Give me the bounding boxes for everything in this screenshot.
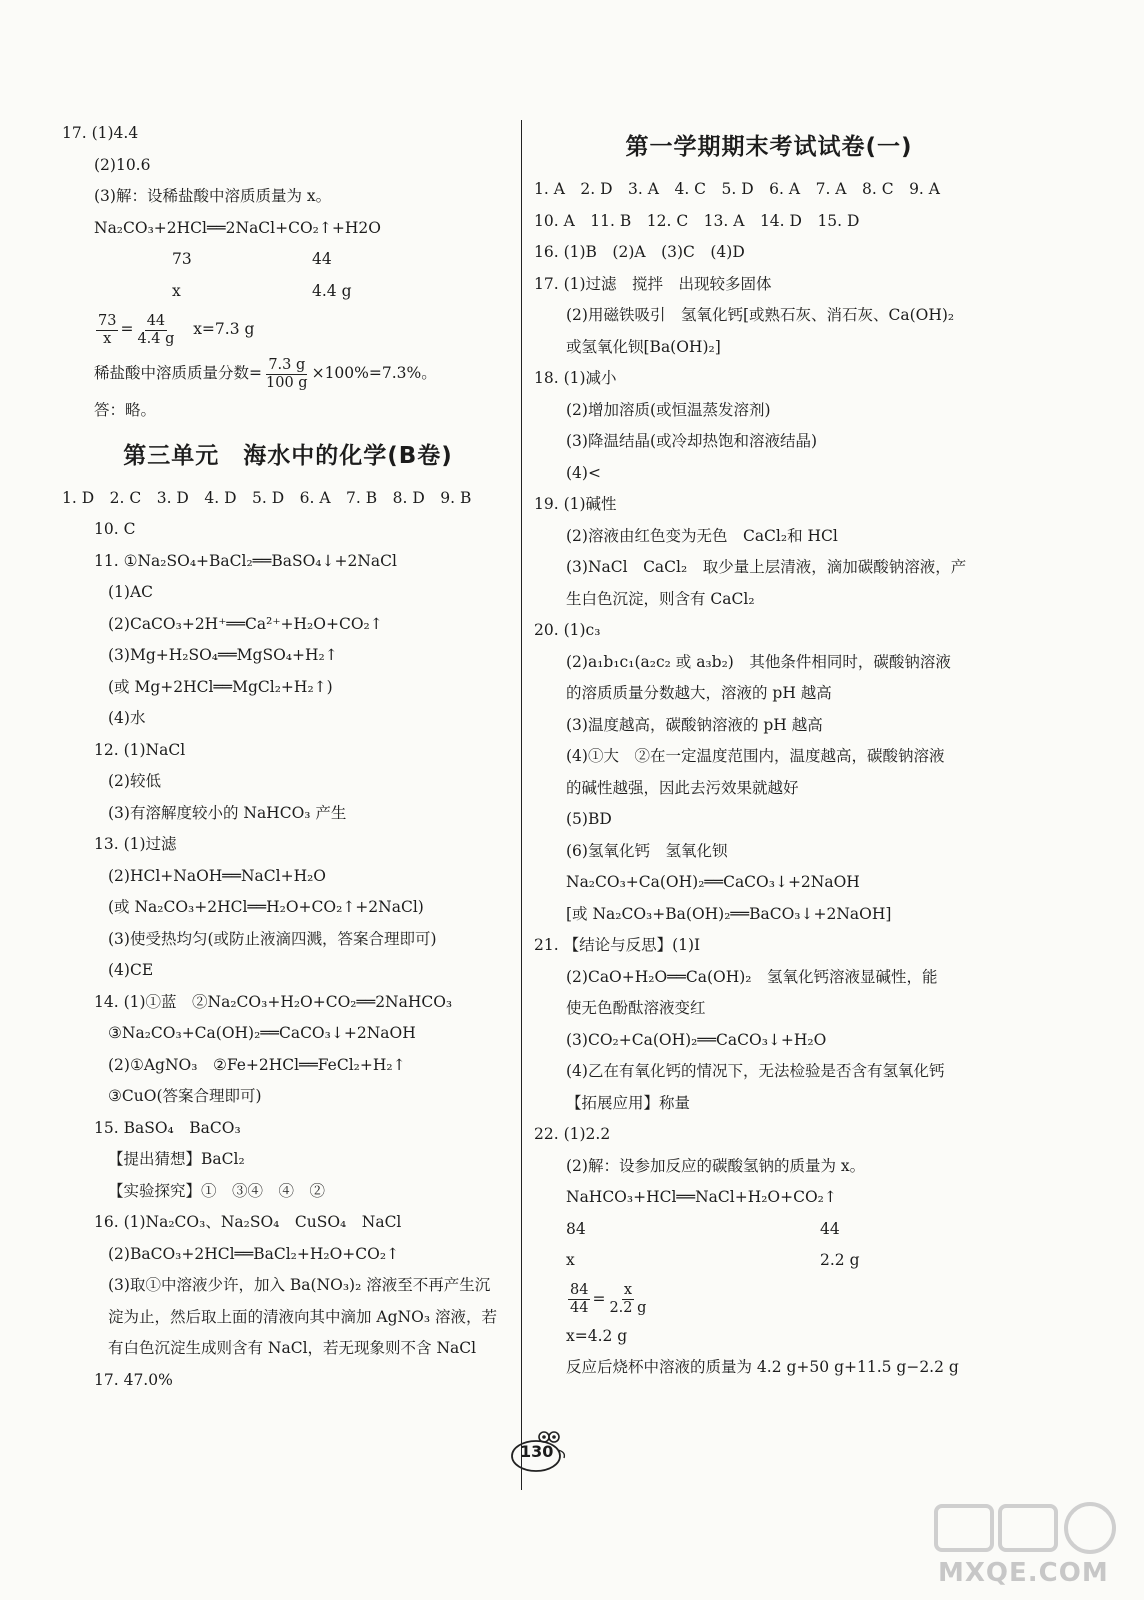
answer-line: 14. (1)①蓝 ②Na₂CO₃+H₂O+CO₂══2NaHCO₃: [94, 992, 453, 1011]
stoich-value: x: [172, 281, 181, 300]
answer-line: 18. (1)减小: [534, 369, 617, 387]
answer-line: x=4.2 g: [566, 1326, 628, 1345]
answer-line: 生白色沉淀，则含有 CaCl₂: [566, 589, 755, 608]
answer-line: 【拓展应用】称量: [566, 1093, 691, 1112]
answer-line: (2)CaO+H₂O══Ca(OH)₂ 氢氧化钙溶液显碱性，能: [566, 967, 938, 986]
answer-line: (2)①AgNO₃ ②Fe+2HCl══FeCl₂+H₂↑: [108, 1055, 406, 1074]
answer-line: 12. (1)NaCl: [94, 740, 186, 759]
denominator: 2.2 g: [609, 1300, 647, 1316]
fraction-equation: [62, 351, 514, 395]
denominator: 100 g: [266, 374, 308, 391]
numerator: 44: [146, 312, 166, 329]
answer-line: (或 Mg+2HCl══MgCl₂+H₂↑): [108, 677, 333, 696]
answer-line: 1. D 2. C 3. D 4. D 5. D 6. A 7. B 8. D 9. B: [62, 488, 472, 507]
answer-line: 反应后烧杯中溶液的质量为 4.2 g+50 g+11.5 g−2.2 g: [566, 1358, 959, 1376]
answer-line: (2)BaCO₃+2HCl══BaCl₂+H₂O+CO₂↑: [108, 1244, 400, 1263]
chemical-equation: Na₂CO₃+2HCl══2NaCl+CO₂↑+H2O: [94, 218, 381, 237]
denominator: 4.4 g: [137, 330, 175, 347]
answer-line: [或 Na₂CO₃+Ba(OH)₂══BaCO₃↓+2NaOH]: [566, 904, 892, 923]
page-number: 130: [520, 1442, 554, 1461]
answer-line: 10. A 11. B 12. C 13. A 14. D 15. D: [534, 211, 860, 230]
text: ×100%=7.3%。: [311, 364, 437, 382]
answer-line: (4)<: [566, 463, 601, 482]
answer-line: (2)增加溶质(或恒温蒸发溶剂): [566, 400, 771, 419]
answer-line: 15. BaSO₄ BaCO₃: [94, 1118, 241, 1137]
stoich-value: 44: [312, 250, 332, 268]
answer-line: (2)用磁铁吸引 氢氧化钙[或熟石灰、消石灰、Ca(OH)₂: [566, 306, 955, 324]
fraction: [568, 1282, 590, 1317]
watermark: [930, 1500, 1130, 1596]
stoich-value: 44: [820, 1219, 840, 1238]
answer-line: (2)CaCO₃+2H⁺══Ca²⁺+H₂O+CO₂↑: [108, 614, 383, 633]
stoich-row: [62, 244, 514, 276]
stoich-value: 4.4 g: [312, 281, 352, 300]
numerator: x: [623, 1282, 633, 1298]
answer-line: 1. A 2. D 3. A 4. C 5. D 6. A 7. A 8. C 9. A: [534, 180, 940, 198]
answer-line: (3)NaCl CaCl₂ 取少量上层清液，滴加碳酸钠溶液，产: [566, 558, 967, 576]
answer-line: 17. (1)4.4: [62, 124, 139, 142]
answer-line: 的碱性越强，因此去污效果就越好: [566, 778, 799, 797]
stoich-value: 84: [566, 1219, 586, 1238]
answer-line: 【提出猜想】BaCl₂: [108, 1150, 245, 1168]
result: x=7.3 g: [193, 320, 255, 338]
answer-line: 11. ①Na₂SO₄+BaCl₂══BaSO₄↓+2NaCl: [94, 551, 397, 570]
answer-line: (6)氢氧化钙 氢氧化钡: [566, 841, 728, 860]
fraction: [135, 313, 176, 348]
answer-line: Na₂CO₃+Ca(OH)₂══CaCO₃↓+2NaOH: [566, 873, 860, 891]
answer-line: 22. (1)2.2: [534, 1125, 611, 1143]
page-number-badge: [506, 1428, 570, 1476]
watermark-logo-icon: [930, 1500, 1130, 1560]
answer-line: (2)溶液由红色变为无色 CaCl₂和 HCl: [566, 526, 838, 545]
stoich-value: 73: [172, 250, 192, 268]
answer-line: 16. (1)Na₂CO₃、Na₂SO₄ CuSO₄ NaCl: [94, 1213, 402, 1231]
fraction: [264, 357, 310, 392]
answer-line: (2)解：设参加反应的碳酸氢钠的质量为 x。: [566, 1156, 866, 1175]
stoich-row: [534, 1214, 1004, 1246]
answer-line: (2)a₁b₁c₁(a₂c₂ 或 a₃b₂) 其他条件相同时，碳酸钠溶液: [566, 652, 951, 671]
fraction-equation: $\frac{73}{x}$ = $\frac{44}{4.4 g}$ x=7.3 g: [98, 312, 255, 347]
answer-line: (2)HCl+NaOH══NaCl+H₂O: [108, 866, 327, 885]
answer-line: (或 Na₂CO₃+2HCl══H₂O+CO₂↑+2NaCl): [108, 898, 424, 916]
fraction: [607, 1282, 648, 1317]
answer-line: 有白色沉淀生成则含有 NaCl，若无现象则不含 NaCl: [108, 1339, 477, 1357]
answer-line: 或氢氧化钡[Ba(OH)₂]: [566, 337, 721, 356]
answer-line: 10. C: [94, 520, 136, 538]
answer-line: 19. (1)碱性: [534, 495, 617, 513]
answer-line: 21. 【结论与反思】(1)Ⅰ: [534, 936, 701, 954]
answer-line: (4)①大 ②在一定温度范围内，温度越高，碳酸钠溶液: [566, 747, 945, 765]
answer-line: 20. (1)c₃: [534, 621, 601, 639]
answer-line: 的溶质质量分数越大，溶液的 pH 越高: [566, 684, 832, 702]
answer-line: 淀为止，然后取上面的清液向其中滴加 AgNO₃ 溶液，若: [108, 1307, 497, 1326]
answer-line: (3)有溶解度较小的 NaHCO₃ 产生: [108, 803, 347, 822]
answer-line: 17. 47.0%: [94, 1370, 173, 1389]
chemical-equation: NaHCO₃+HCl══NaCl+H₂O+CO₂↑: [566, 1188, 837, 1206]
section-title: 第一学期期末考试试卷(一): [625, 134, 913, 160]
answer-line: 答：略。: [94, 401, 157, 419]
left-column: [62, 118, 514, 1396]
answer-line: (3)降温结晶(或冷却热饱和溶液结晶): [566, 432, 818, 450]
answer-line: (4)水: [108, 709, 146, 727]
answer-line: (3)取①中溶液少许，加入 Ba(NO₃)₂ 溶液至不再产生沉: [108, 1276, 491, 1294]
answer-line: (2)较低: [108, 772, 161, 790]
answer-line: (3)使受热均匀(或防止液滴四溅，答案合理即可): [108, 929, 437, 948]
numerator: 84: [570, 1282, 589, 1298]
watermark-text: MXQE.COM: [938, 1558, 1109, 1588]
answer-line: (4)乙在有氧化钙的情况下，无法检验是否含有氢氧化钙: [566, 1062, 945, 1080]
column-divider: [521, 120, 522, 1490]
numerator: 7.3 g: [268, 356, 306, 373]
answer-line: (3)温度越高，碳酸钠溶液的 pH 越高: [566, 715, 823, 734]
stoich-row: [534, 1245, 1004, 1277]
answer-line: 使无色酚酞溶液变红: [566, 999, 706, 1017]
answer-line: (3)CO₂+Ca(OH)₂══CaCO₃↓+H₂O: [566, 1030, 827, 1049]
answer-line: (5)BD: [566, 810, 612, 828]
answer-line: 17. (1)过滤 搅拌 出现较多固体: [534, 274, 772, 293]
answer-line: ③CuO(答案合理即可): [108, 1087, 262, 1105]
answer-line: 16. (1)B (2)A (3)C (4)D: [534, 243, 745, 261]
answer-line: (3)Mg+H₂SO₄══MgSO₄+H₂↑: [108, 646, 338, 664]
answer-line: (2)10.6: [94, 155, 151, 174]
answer-line: 13. (1)过滤: [94, 835, 177, 853]
numerator: 73: [98, 312, 117, 329]
answer-line: (4)CE: [108, 961, 154, 979]
denominator: x: [103, 330, 112, 347]
section-title: 第三单元 海水中的化学(B卷): [123, 442, 453, 469]
answer-line: (3)解：设稀盐酸中溶质质量为 x。: [94, 187, 332, 205]
right-column: [534, 118, 1004, 1384]
stoich-value: 2.2 g: [820, 1251, 860, 1269]
denominator: 44: [570, 1300, 589, 1316]
answer-line: 【实验探究】① ③④ ④ ②: [108, 1181, 326, 1200]
text: 稀盐酸中溶质质量分数=: [94, 364, 262, 382]
fraction: [96, 313, 118, 348]
answer-line: (1)AC: [108, 583, 154, 601]
fraction-equation: $\frac{84}{44}$ = $\frac{x}{2.2 g}$: [570, 1282, 647, 1316]
stoich-value: x: [566, 1251, 575, 1269]
answer-line: ③Na₂CO₃+Ca(OH)₂══CaCO₃↓+2NaOH: [108, 1024, 416, 1042]
stoich-row: [62, 276, 514, 308]
